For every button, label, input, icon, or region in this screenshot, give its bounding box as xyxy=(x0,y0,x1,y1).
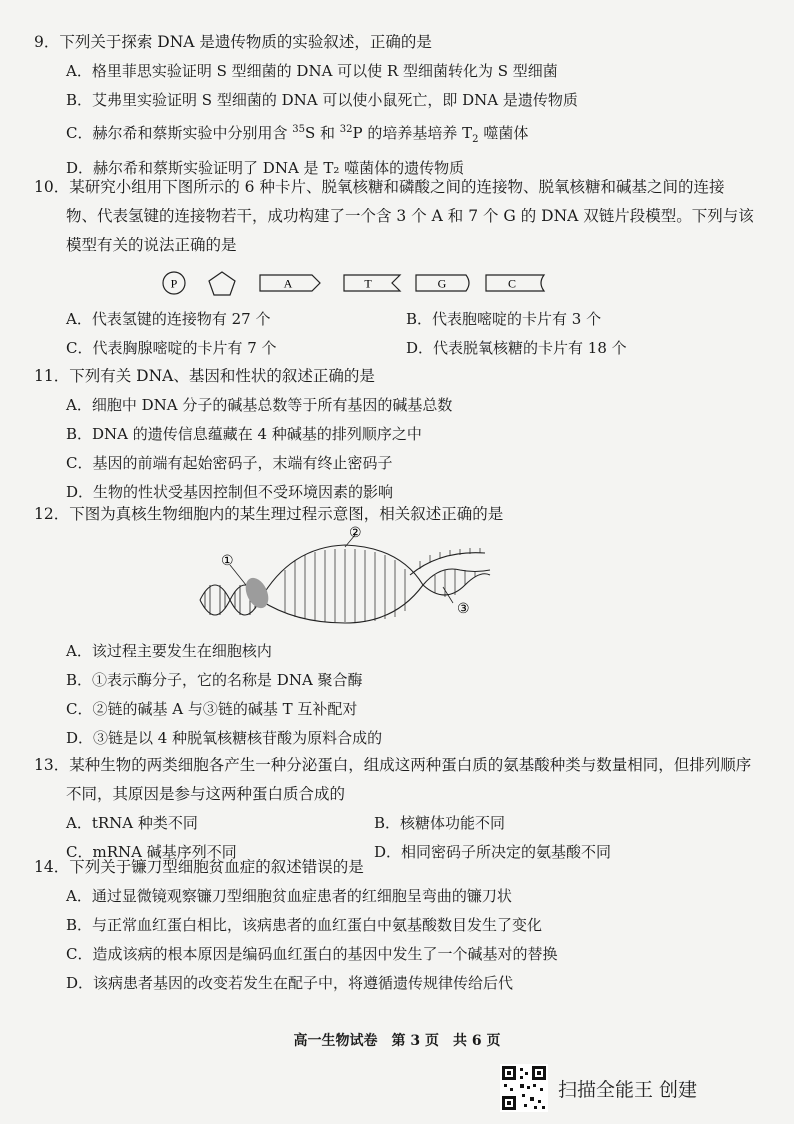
question-13-option-c: C．mRNA 碱基序列不同 xyxy=(66,843,237,861)
question-10 xyxy=(34,173,754,260)
question-12-options xyxy=(34,637,754,753)
question-13-option-b: B．核糖体功能不同 xyxy=(374,814,506,832)
question-11-stem: 11．下列有关 DNA、基因和性状的叙述正确的是 xyxy=(34,367,375,385)
question-11-option-a: A．细胞中 DNA 分子的碱基总数等于所有基因的碱基总数 xyxy=(66,396,453,414)
question-10-options xyxy=(34,305,754,363)
question-9-option-b: B．艾弗里实验证明 S 型细菌的 DNA 可以使小鼠死亡，即 DNA 是遗传物质 xyxy=(66,91,578,109)
question-12-stem: 12．下图为真核生物细胞内的某生理过程示意图，相关叙述正确的是 xyxy=(34,505,504,523)
card-base-c xyxy=(486,275,544,291)
card-phosphate xyxy=(163,272,185,294)
card-base-g xyxy=(416,275,469,291)
svg-text:C: C xyxy=(507,276,517,291)
question-13-option-d: D．相同密码子所决定的氨基酸不同 xyxy=(374,843,612,861)
label-2: ② xyxy=(349,525,362,541)
svg-text:G: G xyxy=(437,276,447,291)
question-9-stem: 9．下列关于探索 DNA 是遗传物质的实验叙述，正确的是 xyxy=(34,33,432,51)
scanner-text: 扫描全能王 创建 xyxy=(558,1078,698,1101)
question-12-option-a: A．该过程主要发生在细胞核内 xyxy=(66,642,272,660)
question-9-option-a: A．格里菲思实验证明 S 型细菌的 DNA 可以使 R 型细菌转化为 S 型细菌 xyxy=(66,62,558,80)
svg-text:A: A xyxy=(283,276,293,291)
question-9-option-d: D．赫尔希和蔡斯实验证明了 DNA 是 T₂ 噬菌体的遗传物质 xyxy=(66,159,465,177)
card-deoxyribose-pentagon xyxy=(209,272,235,295)
question-14-option-c: C．造成该病的根本原因是编码血红蛋白的基因中发生了一个碱基对的替换 xyxy=(66,945,558,963)
card-base-t xyxy=(344,275,400,291)
question-12-option-d: D．③链是以 4 种脱氧核糖核苷酸为原料合成的 xyxy=(66,729,383,747)
question-14-option-b: B．与正常血红蛋白相比，该病患者的血红蛋白中氨基酸数目发生了变化 xyxy=(66,916,543,934)
question-13 xyxy=(34,751,754,867)
label-1: ① xyxy=(221,553,234,569)
question-14-option-d: D．该病患者基因的改变若发生在配子中，将遵循遗传规律传给后代 xyxy=(66,974,514,992)
question-12-option-c: C．②链的碱基 A 与③链的碱基 T 互补配对 xyxy=(66,700,358,718)
svg-text:T: T xyxy=(364,276,372,291)
question-9 xyxy=(34,28,754,183)
svg-text:P: P xyxy=(170,276,178,291)
qr-code-icon xyxy=(500,1064,548,1112)
transcription-diagram xyxy=(195,525,495,635)
question-14 xyxy=(34,853,754,998)
question-9-option-c: C．赫尔希和蔡斯实验中分别用含 $^{35}$S 和 $^{32}$P 的培养基培养 $T_2$ 噬菌体 xyxy=(66,124,529,145)
question-10-option-b: B．代表胞嘧啶的卡片有 3 个 xyxy=(406,310,602,328)
question-12-option-b: B．①表示酶分子，它的名称是 DNA 聚合酶 xyxy=(66,671,363,689)
question-10-option-d: D．代表脱氧核糖的卡片有 18 个 xyxy=(406,339,627,357)
scanner-watermark xyxy=(500,1064,697,1112)
question-14-stem: 14．下列关于镰刀型细胞贫血症的叙述错误的是 xyxy=(34,858,364,876)
question-11 xyxy=(34,362,754,507)
question-10-stem: 10．某研究小组用下图所示的 6 种卡片、脱氧核糖和磷酸之间的连接物、脱氧核糖和碱基之间的连接物、代表氢键的连接物若干，成功构建了一个含 3 个 A 和 7 个 G 的 DNA 双链片段模型。下列与该模型有关的说法正确的是 xyxy=(34,178,754,254)
question-10-cards-figure xyxy=(160,270,560,296)
question-11-option-b: B．DNA 的遗传信息蕴藏在 4 种碱基的排列顺序之中 xyxy=(66,425,422,443)
question-14-option-a: A．通过显微镜观察镰刀型细胞贫血症患者的红细胞呈弯曲的镰刀状 xyxy=(66,887,512,905)
question-13-option-a: A．tRNA 种类不同 xyxy=(66,814,198,832)
page-footer: 高一生物试卷 第 3 页 共 6 页 xyxy=(293,1033,501,1049)
question-13-stem: 13．某种生物的两类细胞各产生一种分泌蛋白，组成这两种蛋白质的氨基酸种类与数量相同，但排列顺序不同，其原因是参与这两种蛋白质合成的 xyxy=(34,756,752,803)
question-10-option-a: A．代表氢键的连接物有 27 个 xyxy=(66,310,271,328)
question-10-option-c: C．代表胸腺嘧啶的卡片有 7 个 xyxy=(66,339,277,357)
question-11-option-d: D．生物的性状受基因控制但不受环境因素的影响 xyxy=(66,483,394,501)
label-3: ③ xyxy=(457,601,470,617)
card-base-a xyxy=(260,275,320,291)
enzyme-shape xyxy=(241,574,273,611)
question-11-option-c: C．基因的前端有起始密码子，末端有终止密码子 xyxy=(66,454,393,472)
